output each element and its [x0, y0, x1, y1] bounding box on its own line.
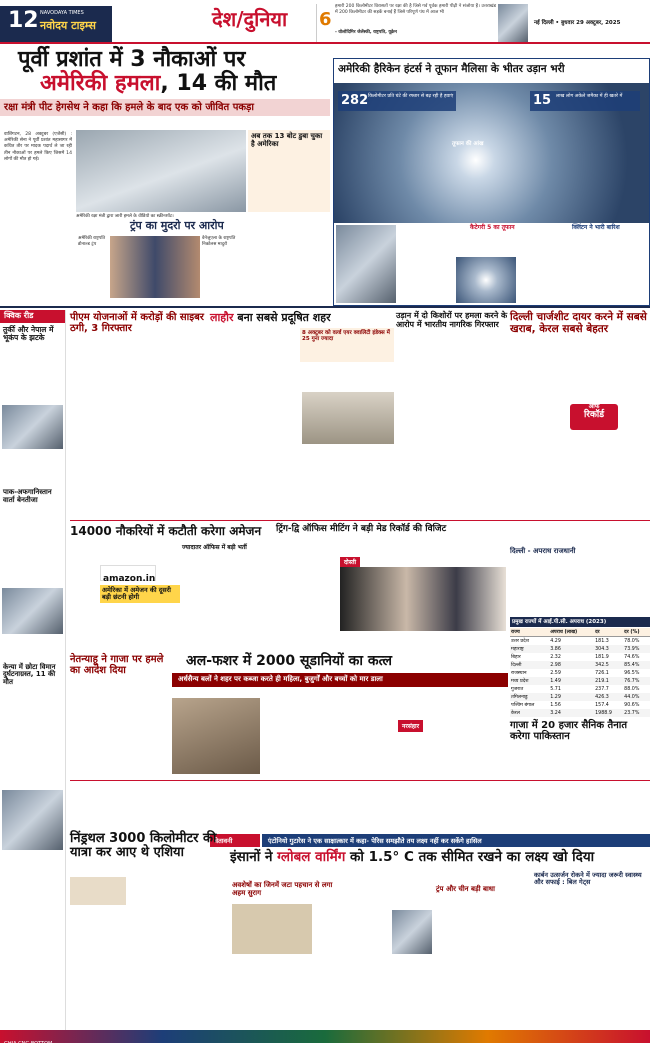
quote-box [316, 4, 496, 42]
hurricane-story [333, 58, 650, 306]
table-cell: 181.3 [595, 638, 609, 644]
dateline: नई दिल्ली • बुधवार 29 अक्टूबर, 2025 [534, 20, 621, 26]
quake-headline: तुर्की और नेपाल में भूकंप के झटके [3, 324, 54, 343]
pakistan-story [510, 720, 650, 780]
amazon-jobs-head: ज्यादातर ऑफिस में बड़ी भर्ती [182, 544, 247, 551]
table-cell: 1988.9 [595, 710, 612, 716]
table-cell: 88.0% [624, 686, 640, 692]
table-row [510, 701, 650, 709]
table-cell: 726.1 [595, 670, 609, 676]
table-cell: 4.29 [550, 638, 561, 644]
table-cell: बिहार [511, 655, 521, 660]
section-title: देश/दुनिया [212, 7, 288, 31]
amazon-logo-text: amazon.in [103, 574, 156, 584]
table-cell: 219.1 [595, 678, 609, 684]
amazon-headline: 14000 नौकरियों में कटौती करेगा अमेजन [70, 524, 262, 538]
fossil-photo [70, 877, 126, 905]
stat-box-1 [338, 91, 456, 111]
table-cell: पश्चिम बंगाल [511, 703, 535, 708]
quote-author: - वोलोदिमिर जेलेंस्की, राष्ट्रपति, यूक्रेन [335, 30, 397, 35]
table-header-cell: राज्य [510, 628, 549, 637]
lahore-story [210, 312, 394, 512]
eye-closeup-photo [456, 257, 516, 303]
hurricane-headline: अमेरिकी हैरिकेन हंटर्स ने तूफान मैलिसा के भीतर उड़ान भरी [338, 63, 565, 75]
delhi-table-heading: दिल्ली - अपराध राजधानी [510, 547, 576, 555]
table-row [510, 653, 650, 661]
kenya-photo [2, 790, 63, 850]
japan-story [266, 525, 506, 650]
table-cell: दिल्ली [511, 663, 522, 668]
lahore-box-text: 8 अक्टूबर को वर्ल्ड एयर क्वालिटी इंडेक्स में 25 गुना ज्यादा [302, 330, 390, 343]
table-cell: 2.98 [550, 662, 561, 668]
trump-headline: ट्रंप का मुदरो पर आरोप [130, 219, 224, 232]
table-cell: 237.7 [595, 686, 609, 692]
table-cell: केरल [511, 711, 520, 716]
trump-japan-photo [340, 567, 506, 631]
table-cell: 426.3 [595, 694, 609, 700]
table-cell: 1.49 [550, 678, 561, 684]
table-cell: 5.71 [550, 686, 561, 692]
table-row [510, 693, 650, 701]
table-cell: 2.59 [550, 670, 561, 676]
crime-table [510, 628, 650, 717]
neanderthal-headline: निंड्रथल 3000 किलोमीटर की यात्रा कर आए थे एशिया [70, 831, 217, 861]
table-cell: तमिलनाडु [511, 695, 528, 700]
gaza-story [70, 654, 170, 778]
banner-text: एंटोनियो गुटारेस ने एक साक्षात्कार में कहा- पेरिस समझौते तय लक्ष्य नहीं कर सकेंगे हासिल [268, 837, 482, 845]
delhi-headline: दिल्ली चार्जशीट दायर करने में सबसे खराब, केरल सबसे बेहतर [510, 311, 647, 335]
massacre-tag [398, 720, 423, 732]
stat2-text: लाख लोग अकेले जमैका में ही खतरे में [556, 94, 623, 99]
column-rule-3 [70, 780, 650, 781]
table-cell: 304.3 [595, 646, 609, 652]
pak-photo [2, 588, 63, 634]
table-cell: 78.0% [624, 638, 640, 644]
climate-banner [214, 834, 650, 847]
table-row [510, 645, 650, 653]
trump-caption: अमेरिकी राष्ट्रपति डोनाल्ड ट्रंप [78, 236, 106, 247]
table-cell: 3.24 [550, 710, 561, 716]
lead-subhead: रक्षा मंत्री पीट हेगसेथ ने कहा कि हमले के बाद एक को जीवित पकड़ा [0, 99, 330, 116]
table-cell: राजस्थान [511, 671, 527, 676]
stat-box-2 [530, 91, 640, 111]
lead-story [0, 48, 330, 306]
table-cell: 74.6% [624, 654, 640, 660]
lahore-headline-rest: बना सबसे प्रदूषित शहर [233, 311, 331, 324]
lahore-smog-photo [302, 392, 394, 444]
table-cell: 96.5% [624, 670, 640, 676]
paper-name: नवोदय टाइम्स [40, 19, 96, 32]
climate-headline-c: को 1.5° C तक सीमित रखने का लक्ष्य खो दिया [345, 849, 595, 865]
amazon-logo [100, 565, 156, 584]
stat1-number: 282 [341, 93, 369, 108]
sidebar-box [248, 130, 330, 212]
table-cell: 85.4% [624, 662, 640, 668]
delhi-story [510, 311, 650, 716]
amazon-pull-quote: अमेरिका में अमेजन की दूसरी बड़ी छंटनी होगी [100, 585, 180, 603]
lahore-headline-red: लाहौर [210, 311, 234, 324]
fossil-subhead: अवशेषों का जिनमें जटा पहचान से लगा अहम सुराग [232, 881, 333, 897]
climate-headline-a: इंसानों ने [230, 849, 278, 865]
trump-china-subhead: ट्रंप और चीन बड़ी बाधा [436, 885, 495, 893]
table-cell: मध्य प्रदेश [511, 679, 529, 684]
maduro-caption: वेनेजुएला के राष्ट्रपति निकोलस मादुरो [202, 236, 236, 247]
table-cell: गुजरात [511, 687, 524, 692]
clinton-title: क्लिंटन ने भारी बारिश [572, 224, 620, 231]
footer-text: GHIA CNG BOTTOM [4, 1041, 53, 1047]
dosti-tag [340, 557, 360, 567]
kenya-headline: केन्या में छोटा विमान दुर्घटनाग्रस्त, 11 की मौत [3, 662, 56, 687]
paper-tag: NAVODAYA TIMES [40, 10, 84, 16]
fasher-story [172, 654, 508, 778]
lead-headline-line2 [0, 72, 330, 96]
eye-label: तूफान की आंख [452, 141, 484, 147]
fasher-headline: अल-फशर में 2000 सूडानियों का कत्ल [186, 653, 393, 669]
sidebar-title: अब तक 13 बोट डुबा चुका है अमेरिका [251, 132, 323, 148]
masthead [0, 0, 650, 44]
table-cell: 1.29 [550, 694, 561, 700]
table-row [510, 637, 650, 646]
stat2-number: 15 [533, 93, 552, 108]
table-row [510, 677, 650, 685]
climate-headline [230, 850, 650, 865]
gaza-headline: नेतन्याहू ने गाजा पर हमले का आदेश दिया [70, 654, 164, 676]
table-cell: 181.9 [595, 654, 609, 660]
badge-line2: रिकॉर्ड [583, 409, 605, 420]
quick-read-column [0, 310, 66, 1030]
badge-line1: ऑफ [588, 403, 600, 410]
banner-tag-text: चेतावनी [214, 837, 233, 845]
column-rules [70, 520, 650, 521]
table-row [510, 709, 650, 717]
lahore-headline [210, 312, 394, 324]
table-cell: 90.6% [624, 702, 640, 708]
fasher-subhead: अर्धसैन्य बलों ने शहर पर कब्जा करते ही महिला, बुजुर्गों और बच्चों को मार डाला [172, 673, 508, 687]
lahore-box [300, 328, 394, 362]
off-record-badge [570, 404, 618, 430]
boat-strike-photo [76, 130, 246, 212]
lead-headline-rest: , 14 की मौत [160, 71, 277, 97]
boat-photo-caption: अमेरिकी रक्षा मंत्री द्वारा जारी हमले के वीडियो का स्क्रीनशॉट। [76, 214, 174, 219]
pak-afghan-headline: पाक-अफगानिस्तान वार्ता बेनतीजा [3, 488, 52, 504]
table-cell: 342.5 [595, 662, 609, 668]
guterres-photo [392, 910, 432, 954]
table-cell: 23.7% [624, 710, 640, 716]
column-rule-2 [0, 306, 650, 308]
fossil-photo-2 [232, 904, 312, 954]
table-row [510, 685, 650, 693]
quick-read-tag: क्विक रीड [0, 310, 65, 323]
cyber-story [70, 312, 208, 512]
carbon-headline: कार्बन उत्सर्जन रोकने में ज्यादा जरूरी स्वास्थ्य और सफाई : बिल गेट्स [534, 871, 642, 887]
zelensky-portrait [498, 4, 528, 42]
table-cell: 1.56 [550, 702, 561, 708]
page-number: 12 [8, 8, 39, 33]
table-cell: उत्तर प्रदेश [511, 639, 529, 644]
quote-text: हमारी 200 किलोमीटर विरासतों पर रक्षा की है जिसे गर्व पूर्वक हमारी पीढ़ी ने संजोया है। उत्तराखंड में 200 किलोमीटर की सड़कें बनाई हैं जिसे परिपूर्ण पंथ में आज भी [335, 4, 496, 16]
quake-photo [2, 405, 63, 449]
table-row [510, 661, 650, 669]
inset-photo-left [336, 225, 396, 303]
cat5-title: कैटेगरी 5 का तूफान [470, 224, 515, 231]
pakistan-headline: गाजा में 20 हजार सैनिक तैनात करेगा पाकिस्तान [510, 720, 628, 742]
logo-number: 6 [319, 9, 332, 30]
table-cell: महाराष्ट्र [511, 647, 524, 652]
footer-bar [0, 1030, 650, 1047]
table-cell: 3.86 [550, 646, 561, 652]
page-number-block [0, 6, 112, 42]
dosti-tag-text: दोस्ती [344, 559, 357, 566]
lead-headline-red: अमेरिकी हमला [40, 71, 161, 97]
japan-headline: ट्रिंग-द्वि ऑफिस मीटिंग ने बड़ी मेड रिकॉर्ड की विजिट [276, 524, 447, 534]
flight-headline: उड़ान में दो किशोरों पर हमला करने के आरोप में भारतीय नागरिक गिरफ्तार [396, 311, 508, 329]
table-cell: 2.32 [550, 654, 561, 660]
table-cell: 157.4 [595, 702, 609, 708]
delhi-table-title: प्रमुख राज्यों में आई.पी.सी. अपराध (2023) [510, 617, 650, 627]
flight-story [396, 312, 508, 512]
amazon-story [70, 525, 264, 650]
stat1-text: किलोमीटर प्रति घंटे की रफ्तार से बढ़ रही है हवाएं [368, 94, 454, 99]
lead-body: वाशिंगटन, 28 अक्टूबर (एजेंसी) : अमेरिकी सेना ने पूर्वी प्रशांत महासागर में कथित तौर पर मादक पदार्थ ले जा रही तीन नौकाओं पर हमले किए जिसमें 14 लोगों की मौत हो गई। [4, 132, 72, 162]
table-header-cell: अपराध (लाख) [549, 628, 594, 637]
trump-maduro-photo [110, 236, 200, 298]
fasher-photo [172, 698, 260, 774]
table-cell: 73.9% [624, 646, 640, 652]
climate-headline-b: ग्लोबल वार्मिंग [277, 849, 346, 865]
table-header-row [510, 628, 650, 637]
lead-headline-line1: पूर्वी प्रशांत में 3 नौकाओं पर [18, 47, 246, 72]
massacre-tag-text: नरसंहार [402, 723, 420, 730]
table-header-cell: दर [594, 628, 623, 637]
cyber-headline: पीएम योजनाओं में करोड़ों की साइबर ठगी, 3 गिरफ्तार [70, 312, 204, 334]
table-cell: 44.0% [624, 694, 640, 700]
table-row [510, 669, 650, 677]
table-cell: 76.7% [624, 678, 640, 684]
table-header-cell: दर (%) [623, 628, 650, 637]
neanderthal-story [70, 832, 226, 1032]
